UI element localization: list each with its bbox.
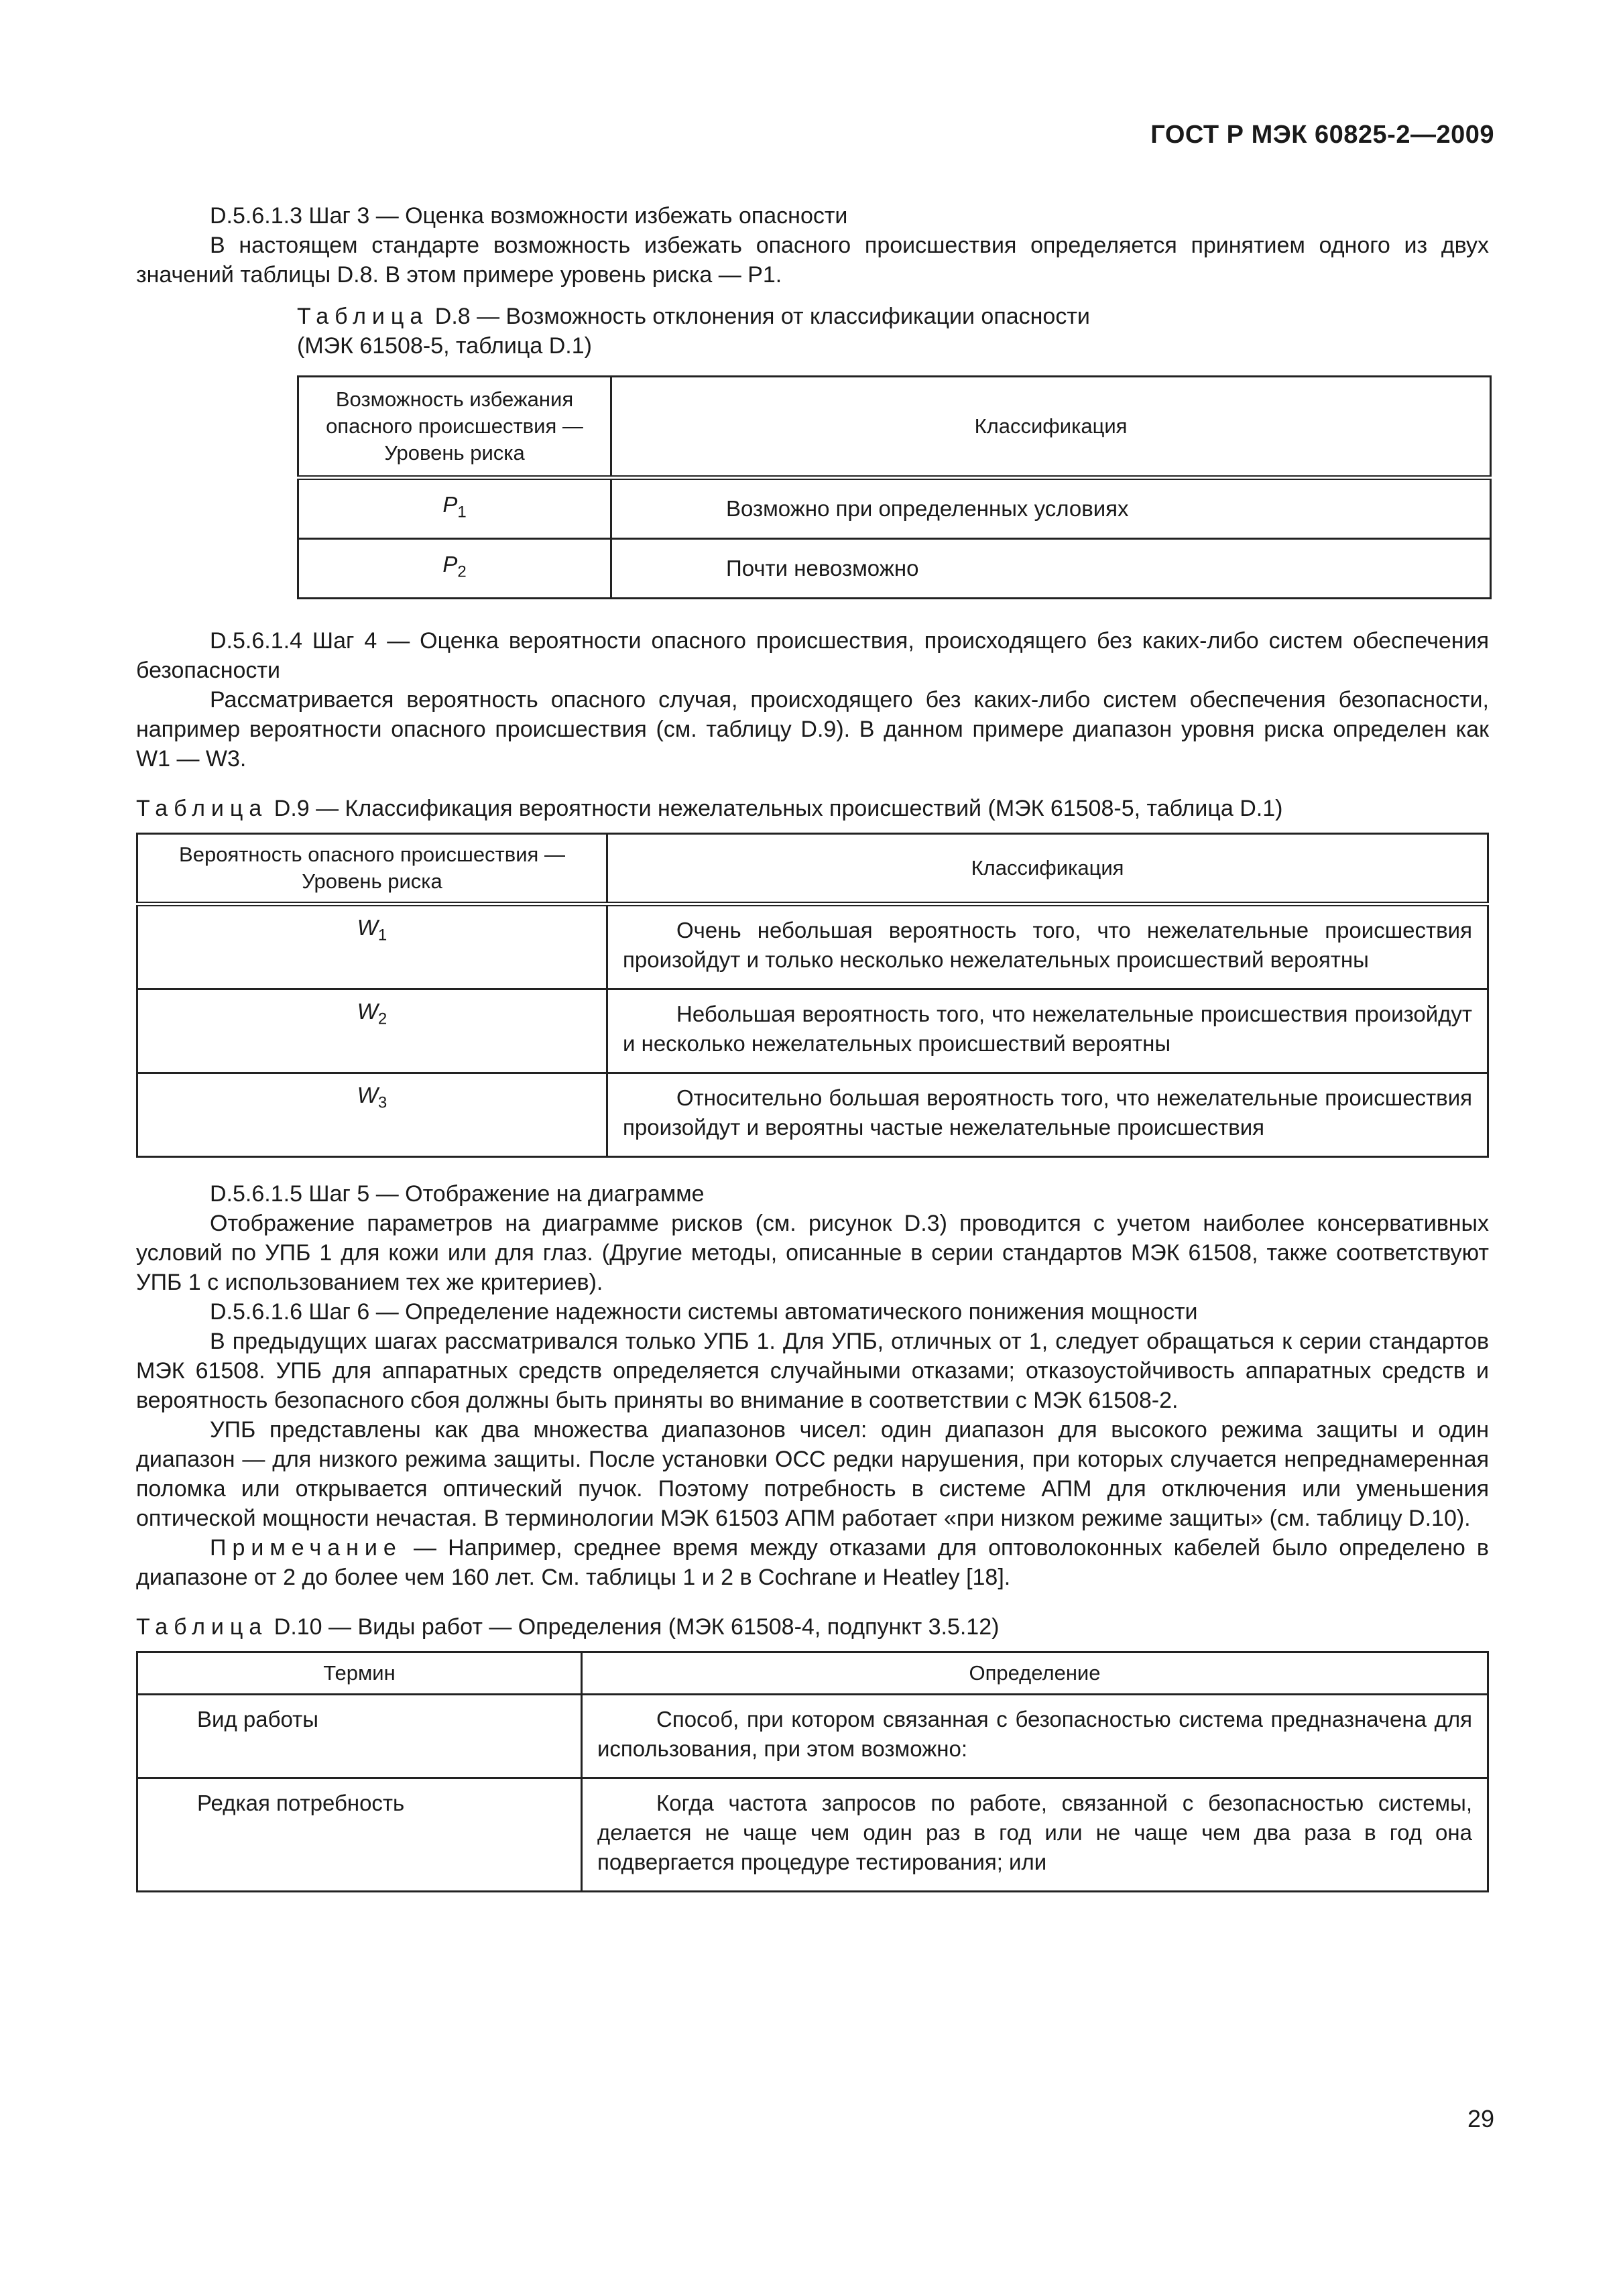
table-caption: Таблица D.10 — Виды работ — Определения (МЭК 61508-4, подпункт 3.5.12) [136, 1614, 1000, 1640]
section-heading-step6: D.5.6.1.6 Шаг 6 — Определение надежности системы автоматического понижения мощности [210, 1299, 1198, 1325]
table-cell: Относительно большая вероятность того, что нежелательные происшествия произойдут и вероятны частые нежелательные происшествия [607, 1073, 1488, 1157]
table-row [137, 1778, 1488, 1892]
table-cell: $P_2$ [298, 539, 611, 599]
table-cell: $W_1$ [137, 904, 607, 989]
table-header-cell: Классификация [607, 834, 1488, 904]
paragraph: В настоящем стандарте возможность избежать опасного происшествия определяется принятием одного из двух значений таблицы D.8. В этом примере уровень риска — P1. [136, 233, 1489, 288]
note: Примечание — Например, среднее время между отказами для оптоволоконных кабелей было определено в диапазоне от 2 до более чем 160 лет. См. таблицы 1 и 2 в Cochrane и Heatley [18]. [136, 1535, 1489, 1590]
table-row [137, 1695, 1488, 1778]
table-header-cell: Вероятность опасного происшествия — Уровень риска [137, 834, 607, 904]
table-caption: Таблица D.8 — Возможность отклонения от классификации опасности (МЭК 61508-5, таблица D.1) [297, 304, 1090, 359]
table-d8 [297, 375, 1492, 599]
table-cell: Очень небольшая вероятность того, что нежелательные происшествия произойдут и только несколько нежелательных происшествий вероятны [607, 904, 1488, 989]
table-cell: Когда частота запросов по работе, связанной с безопасностью системы, делается не чаще чем один раз в год или не чаще чем два раза в год она подвергается процедуре тестирования; или [582, 1778, 1488, 1892]
table-d9 [136, 833, 1489, 1158]
table-row [137, 989, 1488, 1073]
table-cell: $W_3$ [137, 1073, 607, 1157]
table-header-cell: Определение [582, 1652, 1488, 1695]
table-row [137, 1073, 1488, 1157]
table-cell: Почти невозможно [611, 539, 1491, 599]
section-heading-step3: D.5.6.1.3 Шаг 3 — Оценка возможности избежать опасности [210, 203, 848, 229]
table-header-cell: Термин [137, 1652, 582, 1695]
paragraph: Рассматривается вероятность опасного случая, происходящего без каких-либо систем обеспечения безопасности, например вероятности опасного происшествия (см. таблицу D.9). В данном примере диапазон уровня риска определен как W1 — W3. [136, 687, 1489, 772]
table-row [298, 478, 1491, 539]
table-caption: Таблица D.9 — Классификация вероятности нежелательных происшествий (МЭК 61508-5, таблица D.1) [136, 796, 1283, 821]
paragraph: Отображение параметров на диаграмме рисков (см. рисунок D.3) проводится с учетом наиболее консервативных условий по УПБ 1 для кожи или для глаз. (Другие методы, описанные в серии стандартов МЭК 61508, также соответствуют УПБ 1 с использованием тех же критериев). [136, 1211, 1489, 1295]
table-cell: Вид работы [137, 1695, 582, 1778]
table-cell: Способ, при котором связанная с безопасностью система предназначена для использования, при этом возможно: [582, 1695, 1488, 1778]
table-header-cell: Классификация [611, 377, 1491, 478]
table-cell: Возможно при определенных условиях [611, 478, 1491, 539]
page-number: 29 [1467, 2105, 1494, 2132]
table-cell: $W_2$ [137, 989, 607, 1073]
table-row [137, 904, 1488, 989]
table-cell: Редкая потребность [137, 1778, 582, 1892]
section-heading-step5: D.5.6.1.5 Шаг 5 — Отображение на диаграмме [210, 1181, 705, 1207]
paragraph: В предыдущих шагах рассматривался только УПБ 1. Для УПБ, отличных от 1, следует обращаться к серии стандартов МЭК 61508. УПБ для аппаратных средств определяется случайными отказами; отказоустойчивость аппаратных средств и вероятность безопасного сбоя должны быть приняты во внимание в соответствии с МЭК 61508-2. [136, 1329, 1489, 1413]
table-cell: Небольшая вероятность того, что нежелательные происшествия произойдут и несколько нежелательных происшествий вероятны [607, 989, 1488, 1073]
section-heading-step4: D.5.6.1.4 Шаг 4 — Оценка вероятности опасного происшествия, происходящего без каких-либо систем обеспечения безопасности [136, 628, 1489, 683]
paragraph: УПБ представлены как два множества диапазонов чисел: один диапазон для высокого режима защиты и один диапазон — для низкого режима защиты. После установки ОСС редки нарушения, при которых случается непреднамеренная поломка или открывается оптический пучок. Поэтому потребность в системе АПМ для отключения или уменьшения оптической мощности нечастая. В терминологии МЭК 61503 АПМ работает «при низком режиме защиты» (см. таблицу D.10). [136, 1417, 1489, 1531]
table-d10 [136, 1651, 1489, 1892]
table-row [298, 539, 1491, 599]
table-cell: $P_1$ [298, 478, 611, 539]
table-header-cell: Возможность избежания опасного происшествия — Уровень риска [298, 377, 611, 478]
document-body [136, 201, 1489, 1892]
document-header: ГОСТ Р МЭК 60825-2—2009 [1150, 121, 1494, 149]
